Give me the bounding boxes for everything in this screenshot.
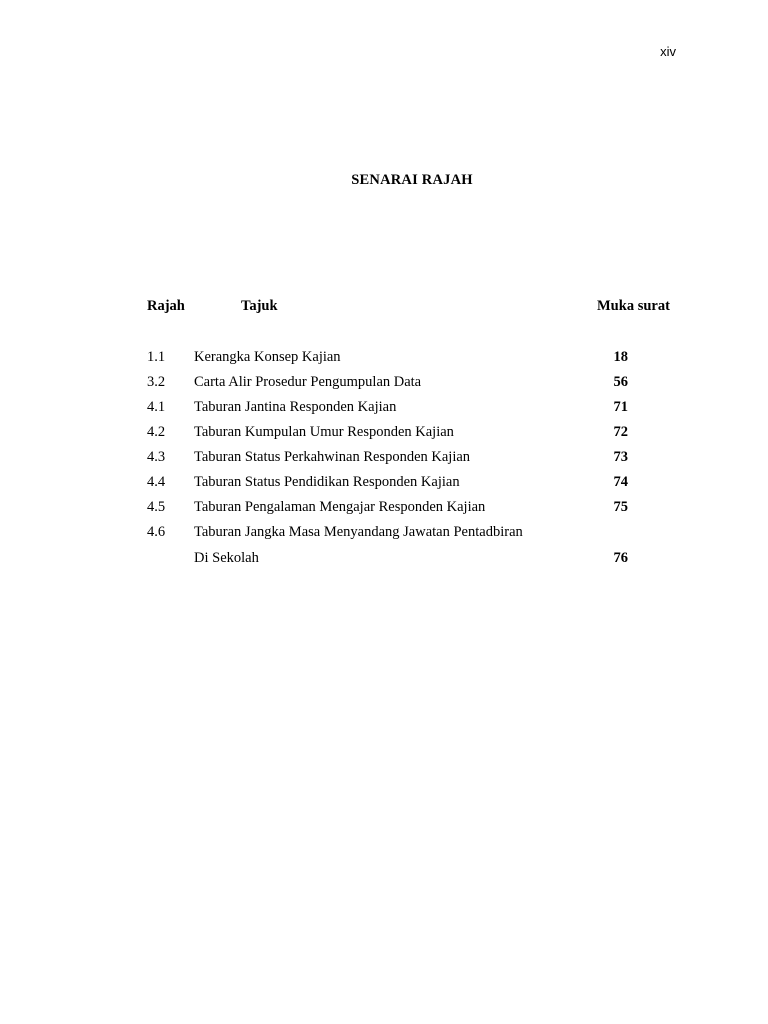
page-number: xiv (660, 44, 676, 59)
figure-number: 4.2 (147, 424, 166, 440)
figure-page: 71 (613, 399, 628, 415)
figure-page: 74 (613, 474, 628, 490)
list-item (0, 449, 768, 474)
figure-page: 76 (613, 550, 628, 566)
figure-number: 4.6 (147, 524, 166, 540)
list-item (0, 399, 768, 424)
page-title: SENARAI RAJAH (351, 172, 473, 188)
column-heading-tajuk: Tajuk (241, 298, 278, 314)
figure-title: Taburan Status Perkahwinan Responden Kajian (194, 449, 471, 465)
figure-number: 4.3 (147, 449, 166, 465)
figure-page: 72 (613, 424, 628, 440)
figure-title: Di Sekolah (194, 550, 259, 566)
figure-title: Carta Alir Prosedur Pengumpulan Data (194, 374, 422, 390)
figure-title: Taburan Pengalaman Mengajar Responden Kajian (194, 499, 486, 515)
list-item (0, 474, 768, 499)
figure-number: 4.1 (147, 399, 166, 415)
figure-title: Kerangka Konsep Kajian (194, 349, 341, 365)
figure-title: Taburan Jantina Responden Kajian (194, 399, 397, 415)
figure-number: 3.2 (147, 374, 166, 390)
list-item (0, 424, 768, 449)
list-item (0, 374, 768, 399)
figure-number: 4.5 (147, 499, 166, 515)
figure-title: Taburan Status Pendidikan Responden Kajian (194, 474, 460, 490)
figure-page: 56 (613, 374, 628, 390)
figure-title: Taburan Kumpulan Umur Responden Kajian (194, 424, 454, 440)
list-item (0, 349, 768, 374)
figure-page: 75 (613, 499, 628, 515)
column-heading-muka-surat: Muka surat (597, 298, 670, 314)
list-item (0, 499, 768, 524)
figure-page: 18 (613, 349, 628, 365)
list-item (0, 550, 768, 575)
figure-page: 73 (613, 449, 628, 465)
figure-number: 4.4 (147, 474, 166, 490)
figure-number: 1.1 (147, 349, 166, 365)
column-heading-rajah: Rajah (147, 298, 185, 314)
list-item (0, 524, 768, 549)
figure-title: Taburan Jangka Masa Menyandang Jawatan Pentadbiran (194, 524, 523, 540)
